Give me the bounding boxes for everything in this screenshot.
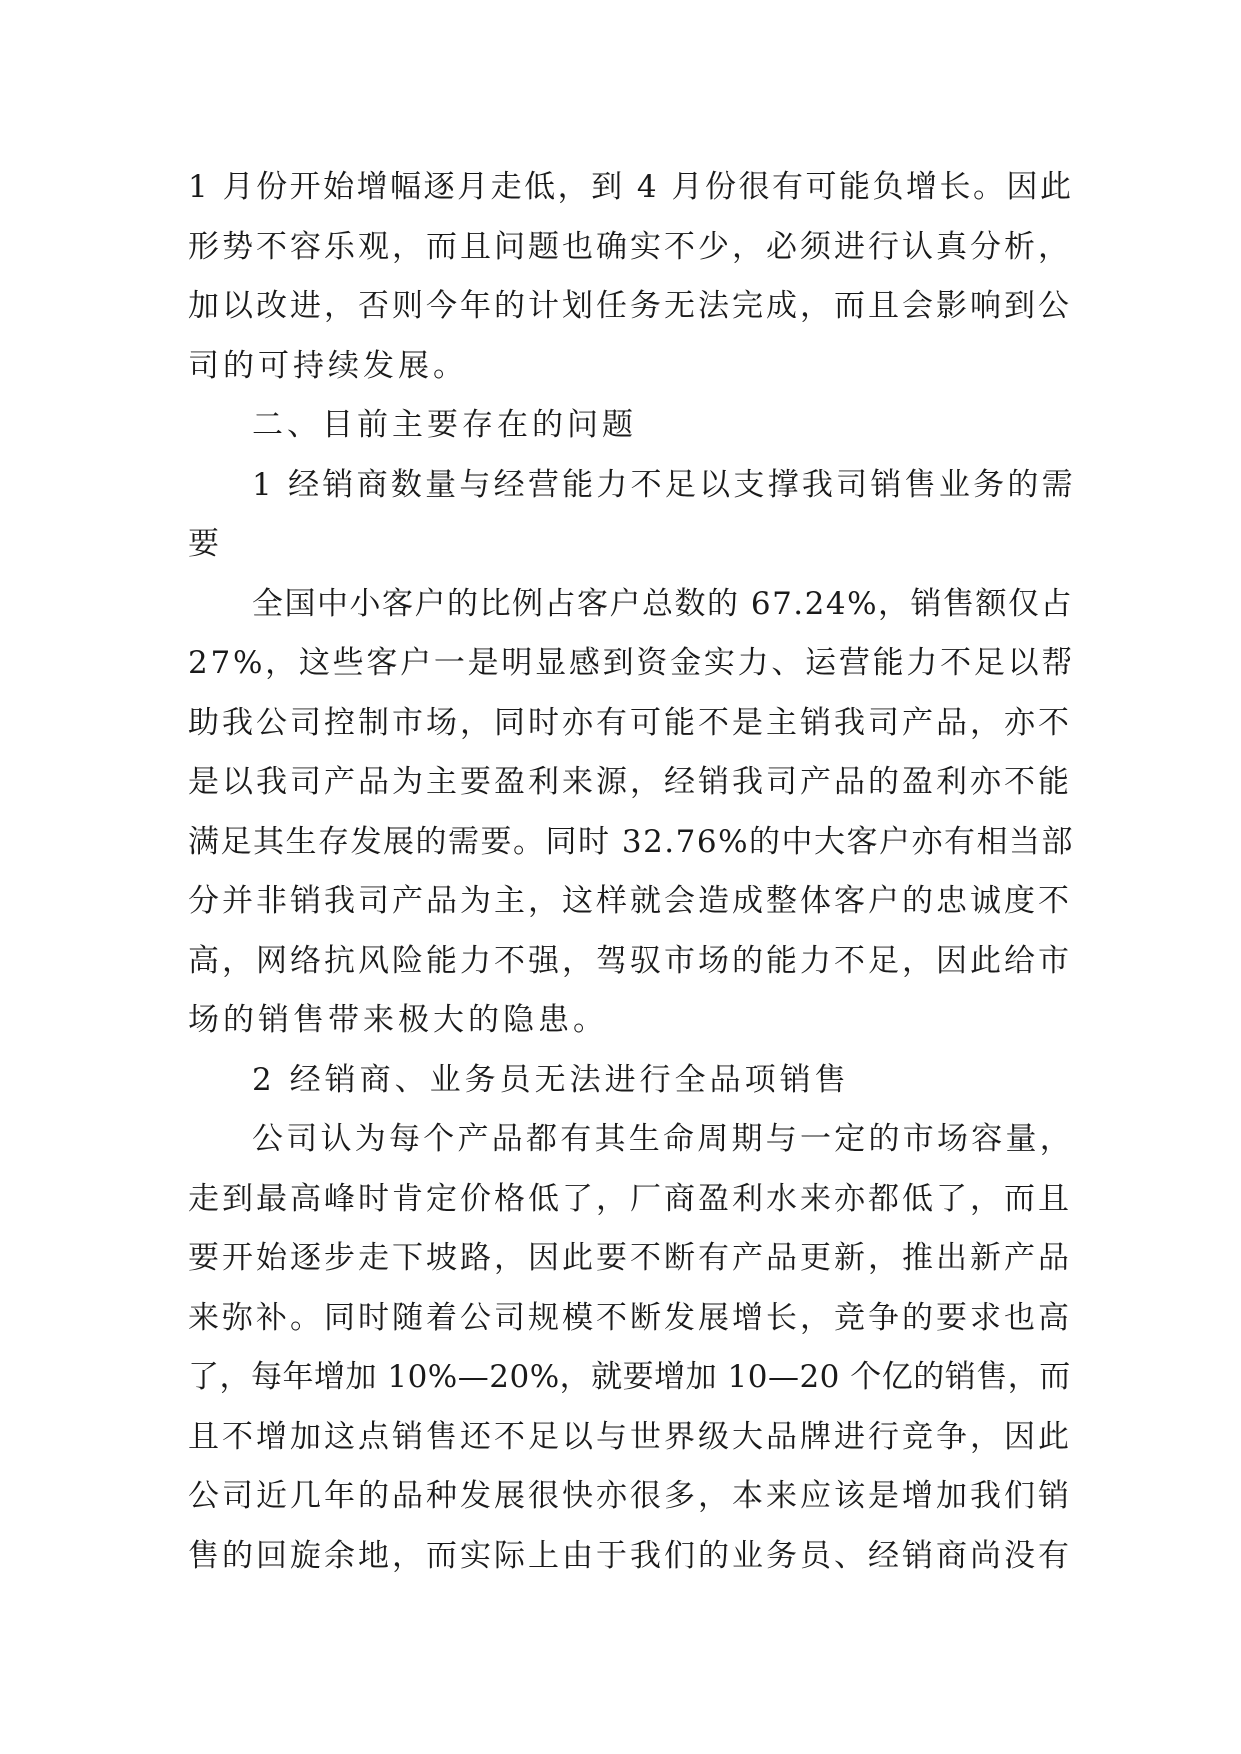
text-line: 售的回旋余地，而实际上由于我们的业务员、经销商尚没有 bbox=[188, 1537, 1072, 1574]
text-line: 形势不容乐观，而且问题也确实不少，必须进行认真分析， bbox=[188, 228, 1072, 265]
subsection-heading: 1 经销商数量与经营能力不足以支撑我司销售业务的需 bbox=[252, 466, 1076, 503]
text-line: 满足其生存发展的需要。同时 32.76%的中大客户亦有相当部 bbox=[188, 823, 1075, 860]
section-heading: 二、目前主要存在的问题 bbox=[252, 407, 637, 443]
text-line: 27%，这些客户一是明显感到资金实力、运营能力不足以帮 bbox=[188, 645, 1076, 681]
text-line: 1 月份开始增幅逐月走低，到 4 月份很有可能负增长。因此 bbox=[188, 169, 1074, 205]
text-line: 分并非销我司产品为主，这样就会造成整体客户的忠诚度不 bbox=[188, 883, 1072, 919]
subsection-heading-continued: 要 bbox=[188, 526, 223, 562]
text-line: 高，网络抗风险能力不强，驾驭市场的能力不足，因此给市 bbox=[188, 942, 1072, 979]
body-text bbox=[188, 158, 1078, 1586]
text-line: 是以我司产品为主要盈利来源，经销我司产品的盈利亦不能 bbox=[188, 764, 1072, 800]
text-line: 且不增加这点销售还不足以与世界级大品牌进行竞争，因此 bbox=[188, 1418, 1072, 1455]
text-line: 全国中小客户的比例占客户总数的 67.24%，销售额仅占 bbox=[252, 585, 1074, 622]
text-line: 助我公司控制市场，同时亦有可能不是主销我司产品，亦不 bbox=[188, 704, 1072, 741]
text-line: 加以改进，否则今年的计划任务无法完成，而且会影响到公 bbox=[188, 288, 1072, 324]
text-line: 司的可持续发展。 bbox=[188, 347, 468, 384]
text-line: 公司近几年的品种发展很快亦很多，本来应该是增加我们销 bbox=[188, 1478, 1072, 1514]
text-line: 来弥补。同时随着公司规模不断发展增长，竞争的要求也高 bbox=[188, 1299, 1072, 1336]
text-line: 走到最高峰时肯定价格低了，厂商盈利水来亦都低了，而且 bbox=[188, 1180, 1072, 1217]
subsection-heading: 2 经销商、业务员无法进行全品项销售 bbox=[252, 1061, 850, 1098]
text-line: 公司认为每个产品都有其生命周期与一定的市场容量， bbox=[252, 1121, 1074, 1157]
text-line: 要开始逐步走下坡路，因此要不断有产品更新，推出新产品 bbox=[188, 1240, 1072, 1276]
text-line: 场的销售带来极大的隐患。 bbox=[188, 1002, 608, 1038]
text-line: 了，每年增加 10%—20%，就要增加 10—20 个亿的销售，而 bbox=[188, 1359, 1071, 1395]
